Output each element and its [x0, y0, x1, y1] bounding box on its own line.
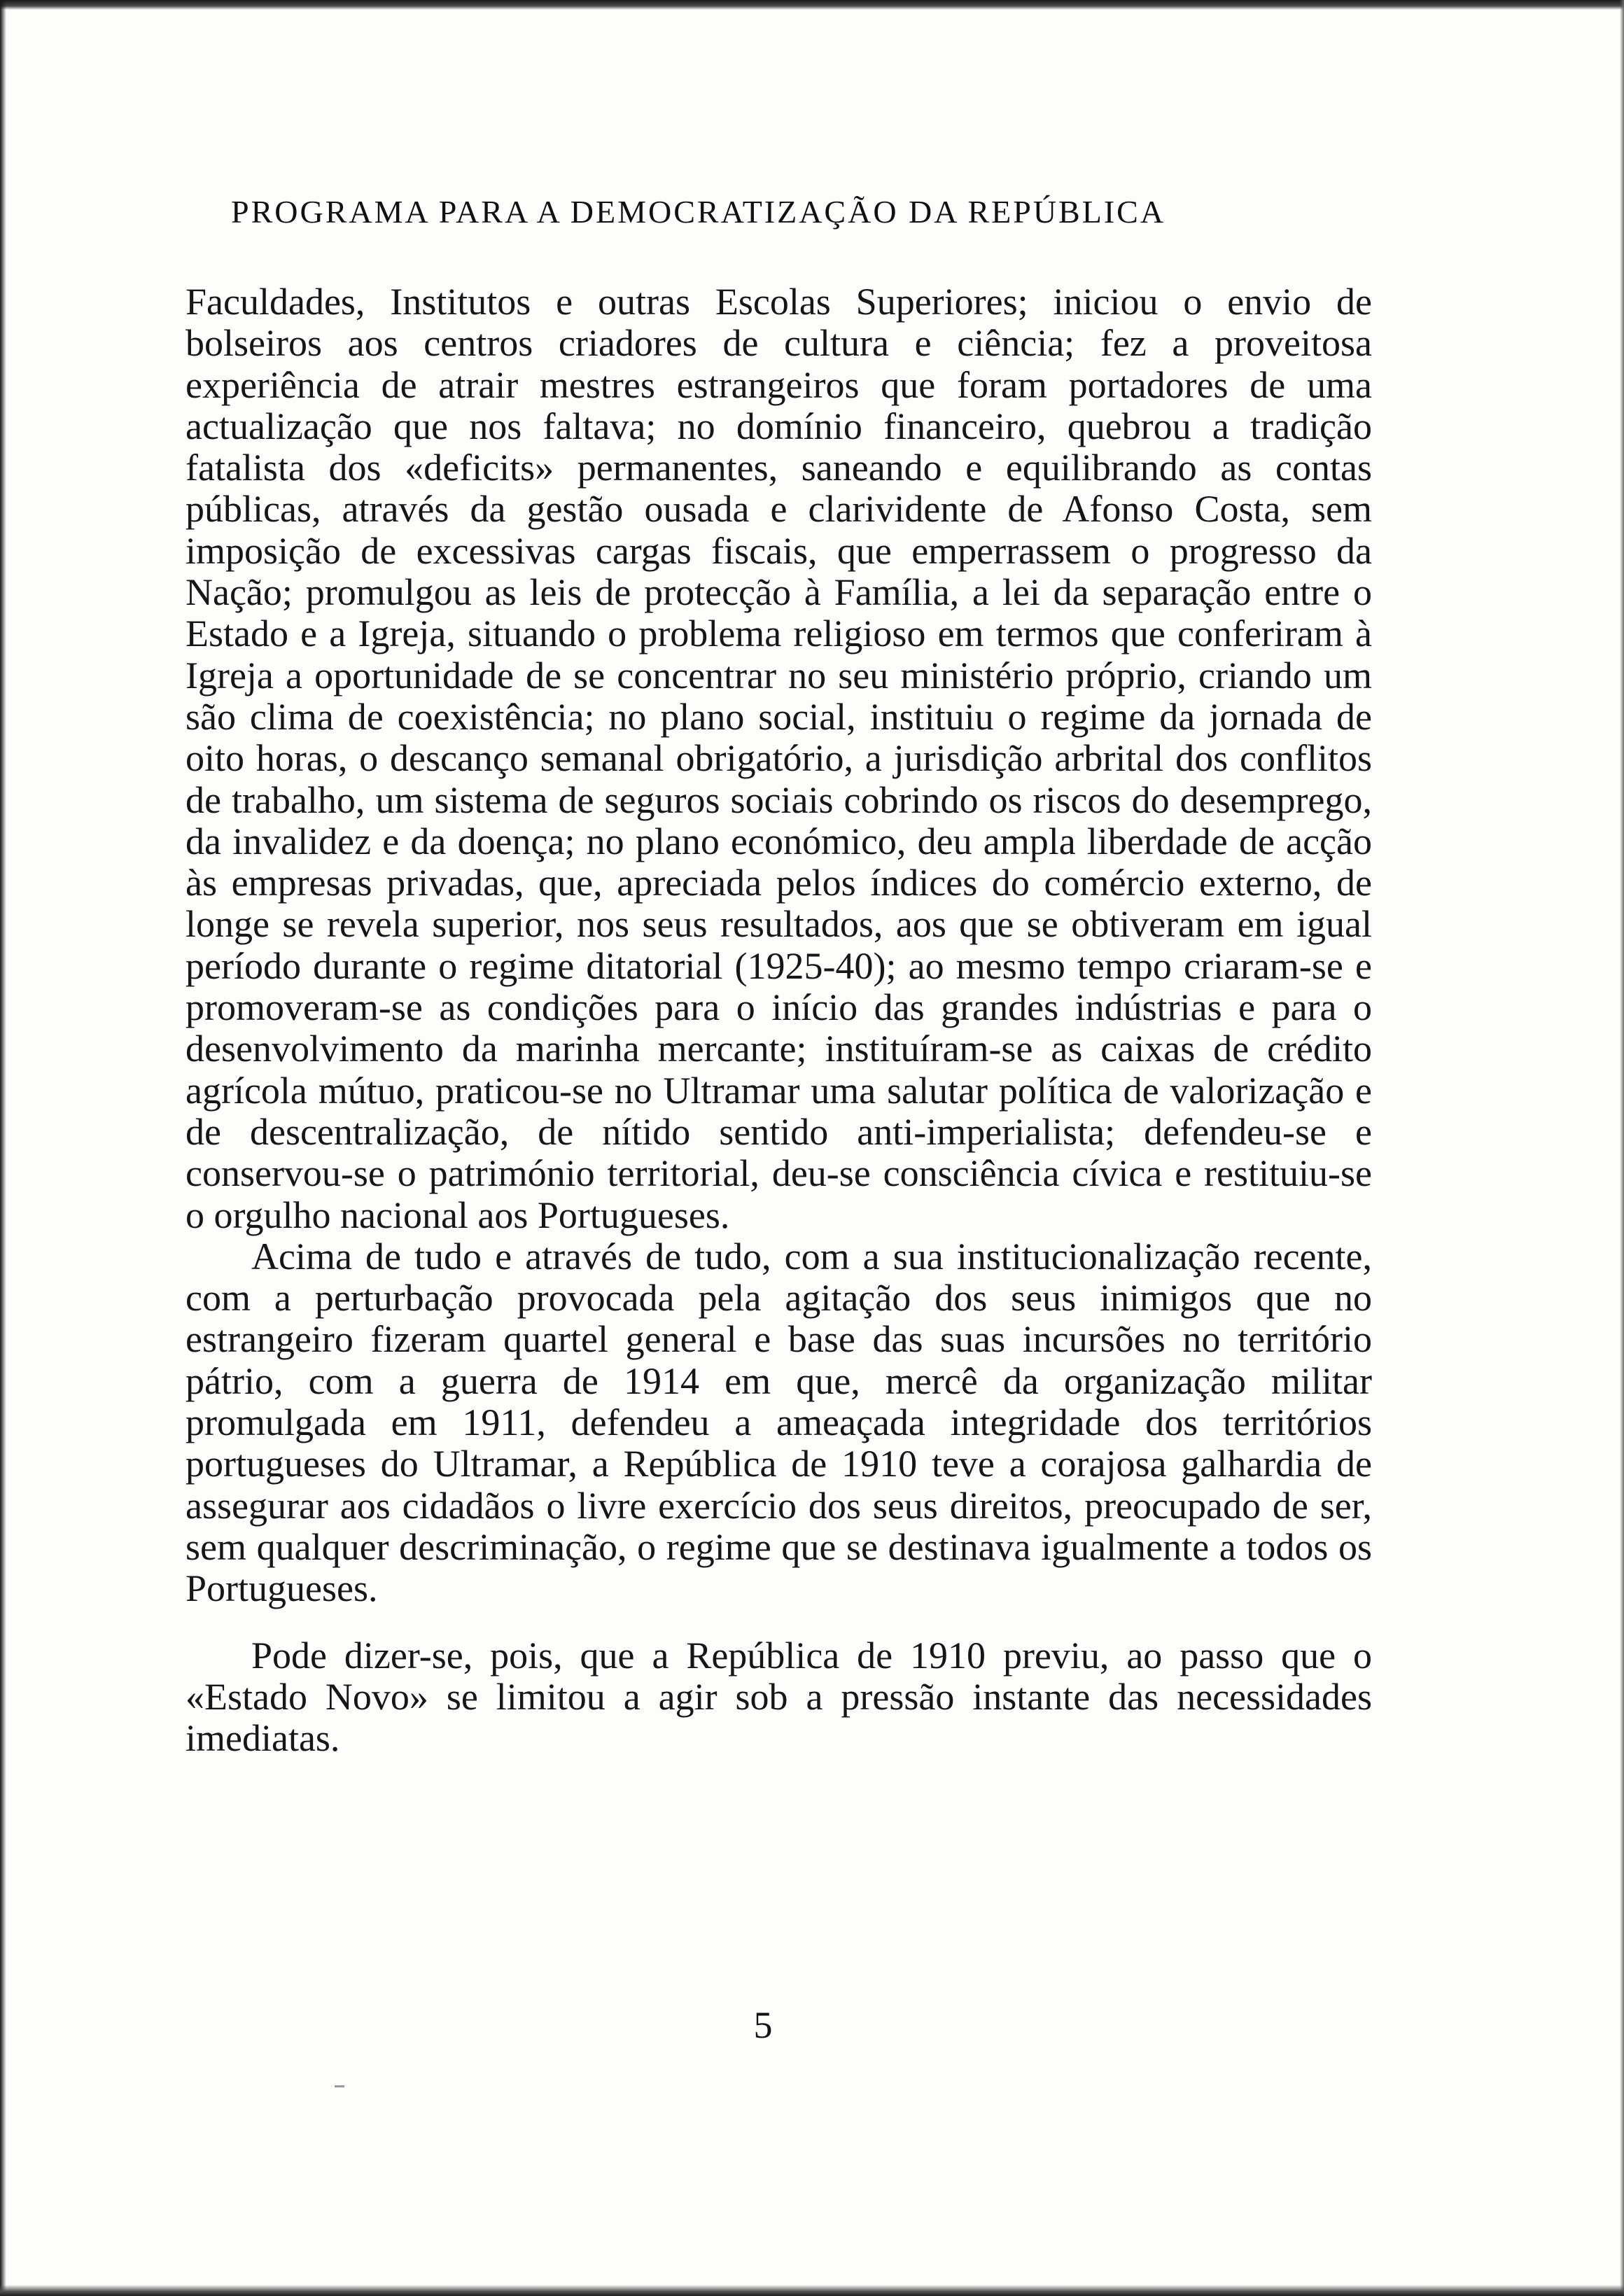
body-text: [186, 281, 1372, 1759]
paragraph-1: Faculdades, Institutos e outras Escolas Superiores; iniciou o envio de bolseiros aos centros criadores de cultura e ciência; fez a proveitosa experiência de atrair mestres estrangeiros que foram portadores de uma actualização que nos faltava; no domínio financeiro, quebrou a tradição fatalista dos «deficits» permanentes, saneando e equilibrando as contas públicas, através da gestão ousada e clarividente de Afonso Costa, sem imposição de excessivas cargas fiscais, que emperrassem o progresso da Nação; promulgou as leis de protecção à Família, a lei da separação entre o Estado e a Igreja, situando o problema religioso em termos que conferiram à Igreja a oportunidade de se concentrar no seu ministério próprio, criando um são clima de coexistência; no plano social, instituiu o regime da jornada de oito horas, o descanço semanal obrigatório, a jurisdição arbrital dos conflitos de trabalho, um sistema de seguros sociais cobrindo os riscos do desemprego, da invalidez e da doença; no plano económico, deu ampla liberdade de acção às empresas privadas, que, apreciada pelos índices do comércio externo, de longe se revela superior, nos seus resultados, aos que se obtiveram em igual período durante o regime ditatorial (1925-40); ao mesmo tempo criaram-se e promoveram-se as condições para o início das grandes indústrias e para o desenvolvimento da marinha mercante; instituíram-se as caixas de crédito agrícola mútuo, praticou-se no Ultramar uma salutar política de valorização e de descentralização, de nítido sentido anti-imperialista; defendeu-se e conservou-se o património territorial, deu-se consciência cívica e restituiu-se o orgulho nacional aos Portugueses.: [186, 281, 1372, 1236]
page-number: 5: [753, 2004, 773, 2046]
paragraph-2: Acima de tudo e através de tudo, com a sua institucionalização recente, com a perturbação provocada pela agitação dos seus inimigos que no estrangeiro fizeram quartel general e base das suas incursões no território pátrio, com a guerra de 1914 em que, mercê da organização militar promulgada em 1911, defendeu a ameaçada integridade dos territórios portugueses do Ultramar, a República de 1910 teve a corajosa galhardia de assegurar aos cidadãos o livre exercício dos seus direitos, preocupado de ser, sem qualquer descriminação, o regime que se destinava igualmente a todos os Portugueses.: [186, 1235, 1372, 1610]
scan-edge-bottom: [0, 2285, 1624, 2296]
running-title: PROGRAMA PARA A DEMOCRATIZAÇÃO DA REPÚBLICA: [231, 194, 1166, 230]
scan-edge-left: [0, 0, 6, 2296]
scan-edge-top: [0, 0, 1624, 10]
paragraph-3: Pode dizer-se, pois, que a República de 1910 previu, ao passo que o «Estado Novo» se limitou a agir sob a pressão instante das necessidades imediatas.: [186, 1634, 1372, 1760]
scan-edge-right: [1620, 0, 1624, 2296]
scan-speck: [335, 2085, 344, 2087]
